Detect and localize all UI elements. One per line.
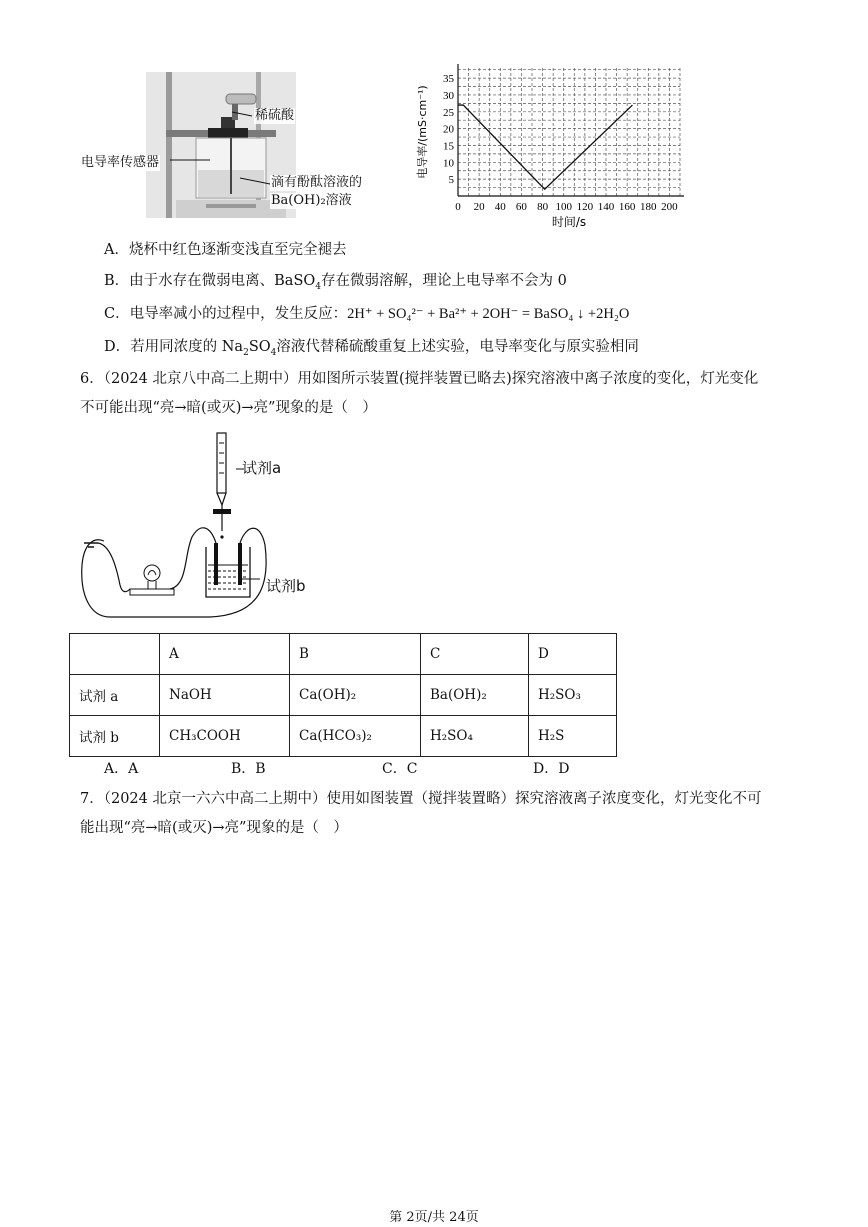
table-cell: D (529, 634, 617, 675)
y-tick-label: 20 (443, 123, 454, 136)
label-dilute-sulfuric-acid: 稀硫酸 (255, 108, 295, 123)
table-cell: H₂S (529, 716, 617, 757)
q7-stem-line1: 7．（2024 北京一六六中高二上期中）使用如图装置（搅拌装置略）探究溶液离子浓度变化，灯光变化不可 (80, 791, 762, 807)
q6-option-a: A．A (104, 761, 139, 777)
q5-option-d-pre: D．若用同浓度的 Na (104, 339, 244, 355)
x-tick-label: 180 (640, 201, 657, 213)
y-tick-label: 5 (448, 174, 454, 187)
table-cell: H₂SO₃ (529, 675, 617, 716)
q6-option-b: B．B (231, 761, 266, 777)
table-cell: H₂SO₄ (421, 716, 529, 757)
q5-option-c (104, 304, 629, 324)
y-tick-label: 15 (443, 140, 454, 153)
q6-reagent-table (69, 633, 617, 757)
q5-option-b-sub: 4 (315, 281, 322, 292)
chart-grid (458, 68, 680, 196)
q5-option-b (104, 271, 567, 297)
table-row (70, 716, 617, 757)
q5-option-c-equation: 2H⁺ + SO₄²⁻ + Ba²⁺ + 2OH⁻ = BaSO₄ ↓ +2H₂O (347, 306, 630, 322)
q5-option-d (104, 337, 639, 363)
table-cell: 试剂 b (70, 716, 160, 757)
q6-stem-line1: 6．（2024 北京八中高二上期中）用如图所示装置(搅拌装置已略去)探究溶液中离子浓度的变化，灯光变化 (80, 371, 759, 387)
x-tick-label: 60 (515, 201, 527, 213)
q7-stem-line2: 能出现“亮→暗(或灭)→亮”现象的是（ ） (80, 820, 348, 836)
chart-series (458, 105, 632, 189)
chart-x-ticks (455, 201, 678, 213)
y-tick-label: 35 (443, 73, 454, 86)
q5-option-a: A．烧杯中红色逐渐变浅直至完全褪去 (104, 242, 347, 258)
x-tick-label: 120 (576, 201, 594, 213)
q5-option-c-pre: C．电导率减小的过程中，发生反应： (104, 306, 348, 322)
label-reagent-b: 试剂b (266, 577, 306, 595)
q6-option-d: D．D (533, 761, 570, 777)
label-reagent-a: 试剂a (242, 459, 282, 477)
y-tick-label: 10 (443, 157, 454, 170)
chart-y-ticks (443, 73, 455, 186)
chart-axes (458, 64, 684, 196)
table-cell: Ca(HCO₃)₂ (290, 716, 421, 757)
x-tick-label: 140 (597, 201, 615, 213)
table-cell: A (160, 634, 290, 675)
x-tick-label: 100 (555, 201, 572, 213)
table-row (70, 675, 617, 716)
x-tick-label: 40 (494, 201, 506, 213)
y-tick-label: 30 (443, 89, 454, 102)
chart-x-label: 时间/s (551, 215, 587, 229)
series-line (458, 105, 632, 189)
y-tick-label: 25 (443, 106, 454, 119)
table-cell: Ca(OH)₂ (290, 675, 421, 716)
q6-option-c: C．C (382, 761, 418, 777)
x-tick-label: 80 (537, 201, 549, 213)
x-tick-label: 0 (455, 201, 461, 213)
label-conductivity-sensor: 电导率传感器 (81, 155, 160, 170)
table-cell: 试剂 a (70, 675, 160, 716)
q6-circuit-diagram (60, 425, 390, 625)
q5-option-b-post: 存在微弱溶解，理论上电导率不会为 0 (321, 273, 567, 289)
table-cell: B (290, 634, 421, 675)
q5-option-d-post: 溶液代替稀硫酸重复上述实验，电导率变化与原实验相同 (276, 339, 639, 355)
q5-option-b-pre: B．由于水存在微弱电离、BaSO (104, 273, 316, 289)
label-solution-line2: Ba(OH)₂溶液 (271, 193, 352, 208)
label-solution-line1: 滴有酚酞溶液的 (271, 175, 363, 190)
x-tick-label: 160 (618, 201, 636, 213)
q6-stem-line2: 不可能出现“亮→暗(或灭)→亮”现象的是（ ） (80, 400, 377, 416)
q5-option-d-sub1: 2 (243, 347, 249, 358)
table-cell (70, 634, 160, 675)
chart-y-label: 电导率/(mS·cm⁻¹) (416, 85, 429, 179)
table-cell: CH₃COOH (160, 716, 290, 757)
table-cell: NaOH (160, 675, 290, 716)
q5-option-d-sub2: 4 (270, 347, 277, 358)
page-footer: 第 2页/共 24页 (389, 1210, 479, 1225)
conductivity-chart (410, 60, 685, 230)
x-tick-label: 20 (473, 201, 485, 213)
q5-option-d-mid: SO (248, 339, 271, 355)
table-row (70, 634, 617, 675)
x-tick-label: 200 (661, 201, 678, 213)
table-cell: C (421, 634, 529, 675)
table-cell: Ba(OH)₂ (421, 675, 529, 716)
